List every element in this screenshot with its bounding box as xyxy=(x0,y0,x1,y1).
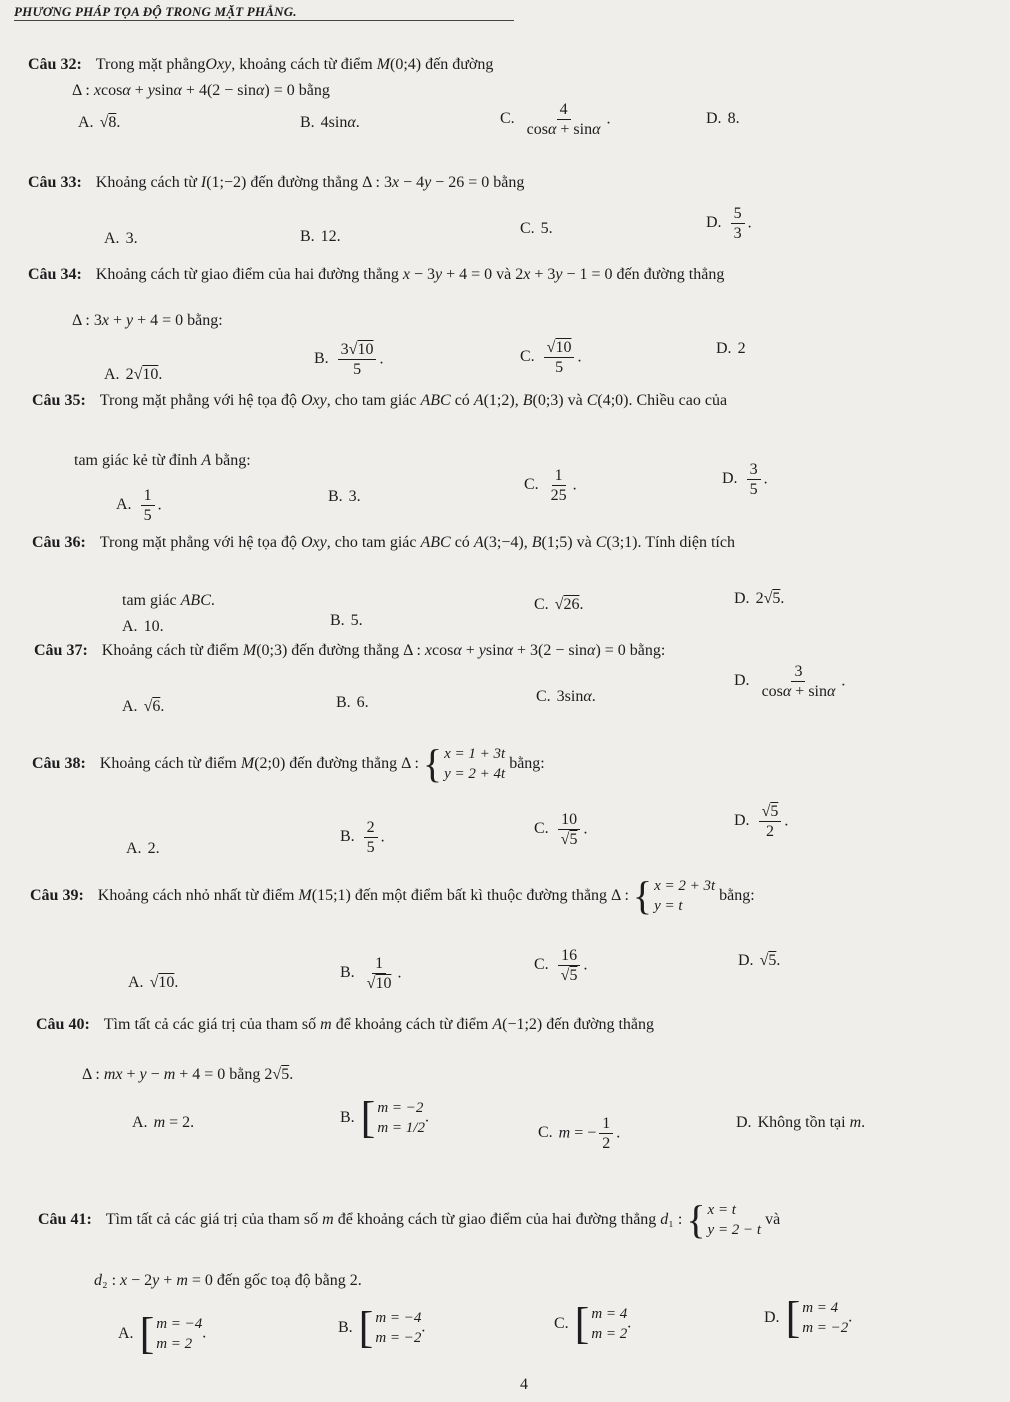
page-header: PHƯƠNG PHÁP TỌA ĐỘ TRONG MẶT PHẲNG. xyxy=(14,4,297,19)
question-38-stem: Câu 38: Khoảng cách từ điểm M(2;0) đến đường thẳng Δ : { x = 1 + 3t y = 2 + 4t bằng: xyxy=(32,741,545,787)
question-40-option-c: C. m = − $\frac{1}{2}$ . xyxy=(538,1115,621,1153)
question-36-line-2: tam giác ABC. xyxy=(122,592,215,609)
question-34-option-a: A. 2√10. xyxy=(104,366,163,383)
question-33-option-c: C. 5. xyxy=(520,220,553,237)
question-36-stem: Câu 36: Trong mặt phẳng với hệ tọa độ Oxy, cho tam giác ABC có A(3;−4), B(1;5) và C(3;1). Tính diện tích xyxy=(32,534,735,551)
question-32-stem: Câu 32: Trong mặt phẳngOxy, khoảng cách từ điểm M(0;4) đến đường xyxy=(28,56,494,73)
question-36-option-b: B. 5. xyxy=(330,612,363,629)
question-40-option-a: A. m = 2. xyxy=(132,1114,195,1131)
question-36-option-d: D. 2√5. xyxy=(734,590,785,607)
question-32-option-b: B. 4sinα. xyxy=(300,114,360,131)
question-35-option-c: C. $\frac{1}{25}$ . xyxy=(524,467,577,505)
question-38-option-b: B. $\frac{2}{5}$ . xyxy=(340,819,385,857)
question-41-option-b: B. [ m = −4 m = −2 . xyxy=(338,1303,426,1352)
question-32-option-c: C. $\frac{4}{\cos\alpha + \sin\alpha}$ . xyxy=(500,101,611,139)
question-36-option-c: C. √26. xyxy=(534,596,584,613)
page-number: 4 xyxy=(520,1376,528,1393)
question-35-option-d: D. $\frac{3}{5}$ . xyxy=(722,461,768,499)
question-37-stem: Câu 37: Khoảng cách từ điểm M(0;3) đến đường thẳng Δ : xcosα + ysinα + 3(2 − sinα) = 0 bằng: xyxy=(34,642,666,659)
question-40-option-d: D. Không tồn tại m. xyxy=(736,1114,866,1131)
question-33-stem: Câu 33: Khoảng cách từ I(1;−2) đến đường thẳng Δ : 3x − 4y − 26 = 0 bằng xyxy=(28,174,525,191)
question-36-option-a: A. 10. xyxy=(122,618,164,635)
question-39-stem: Câu 39: Khoảng cách nhỏ nhất từ điểm M(15;1) đến một điểm bất kì thuộc đường thẳng Δ : { x = 2 + 3t y = t bằng: xyxy=(30,873,755,919)
question-32-line-2: Δ : xcosα + ysinα + 4(2 − sinα) = 0 bằng xyxy=(72,82,330,99)
question-39-option-d: D. √5. xyxy=(738,952,781,969)
question-33-option-a: A. 3. xyxy=(104,230,138,247)
question-35-option-a: A. $\frac{1}{5}$ . xyxy=(116,487,162,525)
question-38-option-a: A. 2. xyxy=(126,840,160,857)
question-32-option-a: A. √8. xyxy=(78,114,121,131)
question-37-option-a: A. √6. xyxy=(122,698,165,715)
question-38-option-d: D. $\frac{√5}{2}$ . xyxy=(734,803,789,841)
question-39-option-b: B. $\frac{1}{√10}$ . xyxy=(340,955,402,993)
question-34-option-c: C. $\frac{√10}{5}$ . xyxy=(520,339,582,377)
question-35-option-b: B. 3. xyxy=(328,488,361,505)
header-rule xyxy=(14,20,514,21)
question-41-option-c: C. [ m = 4 m = 2 . xyxy=(554,1299,632,1348)
question-41-option-a: A. [ m = −4 m = 2 . xyxy=(118,1309,207,1358)
question-37-option-d: D. $\frac{3}{\cos\alpha + \sin\alpha}$ . xyxy=(734,663,846,701)
question-34-option-d: D. 2 xyxy=(716,340,746,357)
question-41-line-2: d₂ : x − 2y + m = 0 đến gốc toạ độ bằng 2. xyxy=(94,1272,362,1289)
question-40-line-2: Δ : mx + y − m + 4 = 0 bằng 2√5. xyxy=(82,1066,294,1083)
question-41-stem: Câu 41: Tìm tất cả các giá trị của tham số m để khoảng cách từ giao điểm của hai đường thẳng d₁ : { x = t y = 2 − t và xyxy=(38,1197,781,1243)
question-40-stem: Câu 40: Tìm tất cả các giá trị của tham số m để khoảng cách từ điểm A(−1;2) đến đường thẳng xyxy=(36,1016,655,1033)
question-39-option-c: C. $\frac{16}{√5}$ . xyxy=(534,947,588,985)
question-39-option-a: A. √10. xyxy=(128,974,179,991)
question-41-option-d: D. [ m = 4 m = −2 . xyxy=(764,1293,853,1342)
question-34-option-b: B. $\frac{3√10}{5}$ . xyxy=(314,341,384,379)
question-34-line-2: Δ : 3x + y + 4 = 0 bằng: xyxy=(72,312,223,329)
question-33-option-d: D. $\frac{5}{3}$ . xyxy=(706,205,752,243)
question-35-line-2: tam giác kẻ từ đỉnh A bằng: xyxy=(74,452,251,469)
question-35-stem: Câu 35: Trong mặt phẳng với hệ tọa độ Oxy, cho tam giác ABC có A(1;2), B(0;3) và C(4;0). Chiều cao của xyxy=(32,392,728,409)
question-32-option-d: D. 8. xyxy=(706,110,740,127)
question-34-stem: Câu 34: Khoảng cách từ giao điểm của hai đường thẳng x − 3y + 4 = 0 và 2x + 3y − 1 = 0 đến đường thẳng xyxy=(28,266,725,283)
question-37-option-b: B. 6. xyxy=(336,694,369,711)
question-37-option-c: C. 3sinα. xyxy=(536,688,596,705)
question-33-option-b: B. 12. xyxy=(300,228,341,245)
question-38-option-c: C. $\frac{10}{√5}$ . xyxy=(534,811,588,849)
question-40-option-b: B. [ m = −2 m = 1/2 . xyxy=(340,1093,429,1142)
